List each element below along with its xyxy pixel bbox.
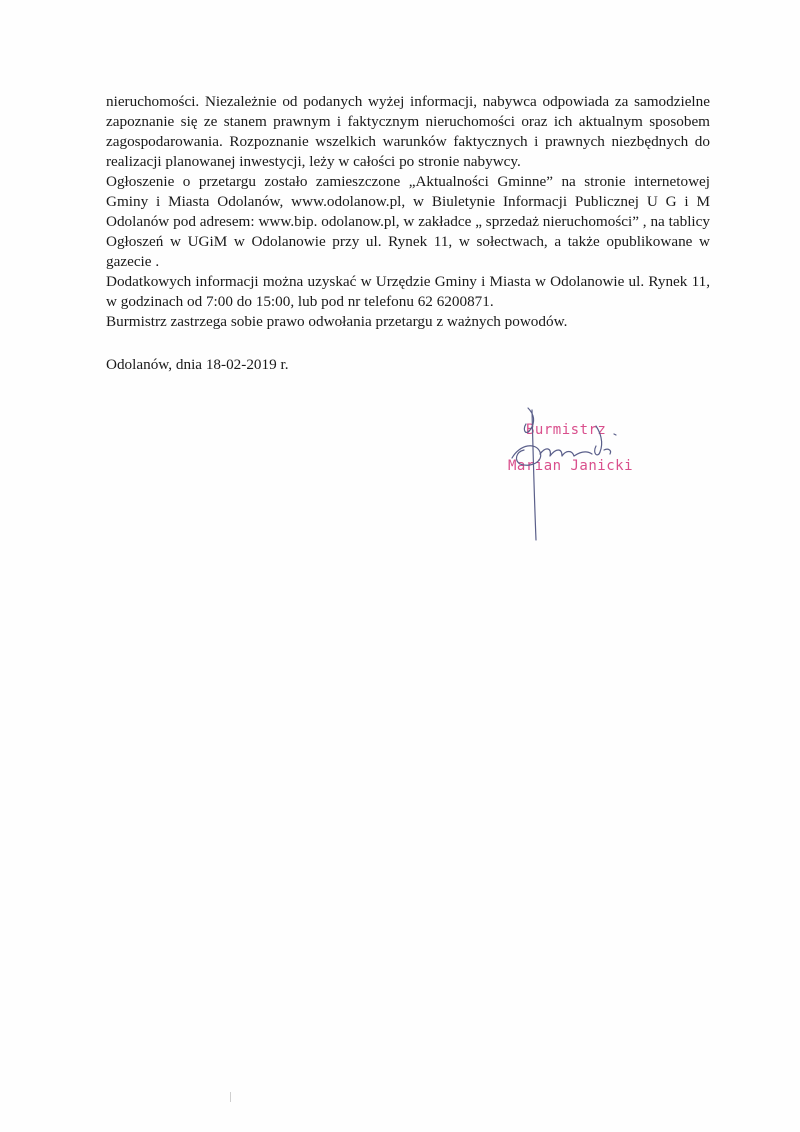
handwritten-signature <box>500 400 630 550</box>
scan-speck <box>230 1092 231 1102</box>
place-and-date: Odolanów, dnia 18-02-2019 r. <box>106 356 289 373</box>
stamp-name: Marian Janicki <box>508 458 634 474</box>
official-stamp <box>500 400 634 550</box>
document-body <box>106 92 710 332</box>
paragraph-cancellation-right: Burmistrz zastrzega sobie prawo odwołania przetargu z ważnych powodów. <box>106 313 568 330</box>
paragraph-buyer-responsibility: nieruchomości. Niezależnie od podanych wyżej informacji, nabywca odpowiada za samodzielne zapoznanie się ze stanem prawnym i faktycznym nieruchomości oraz ich aktualnym sposobem zagospodarowania. Rozpoznanie wszelkich warunków faktycznych i prawnych niezbędnych do realizacji planowanej inwestycji, leży w całości po stronie nabywcy. <box>106 93 710 170</box>
stamp-title: Burmistrz <box>526 422 607 438</box>
paragraph-additional-info: Dodatkowych informacji można uzyskać w Urzędzie Gminy i Miasta w Odolanowie ul. Rynek 11, w godzinach od 7:00 do 15:00, lub pod nr telefonu 62 6200871. <box>106 273 710 310</box>
paragraph-announcement-publication: Ogłoszenie o przetargu zostało zamieszczone „Aktualności Gminne” na stronie internetowej Gminy i Miasta Odolanów, www.odolanow.pl, w Biuletynie Informacji Publicznej U G i M Odolanów pod adresem: www.bip. odolanow.pl, w zakładce „ sprzedaż nieruchomości” , na tablicy Ogłoszeń w UGiM w Odolanowie przy ul. Rynek 11, w sołectwach, a także opublikowane w gazecie . <box>106 173 710 270</box>
